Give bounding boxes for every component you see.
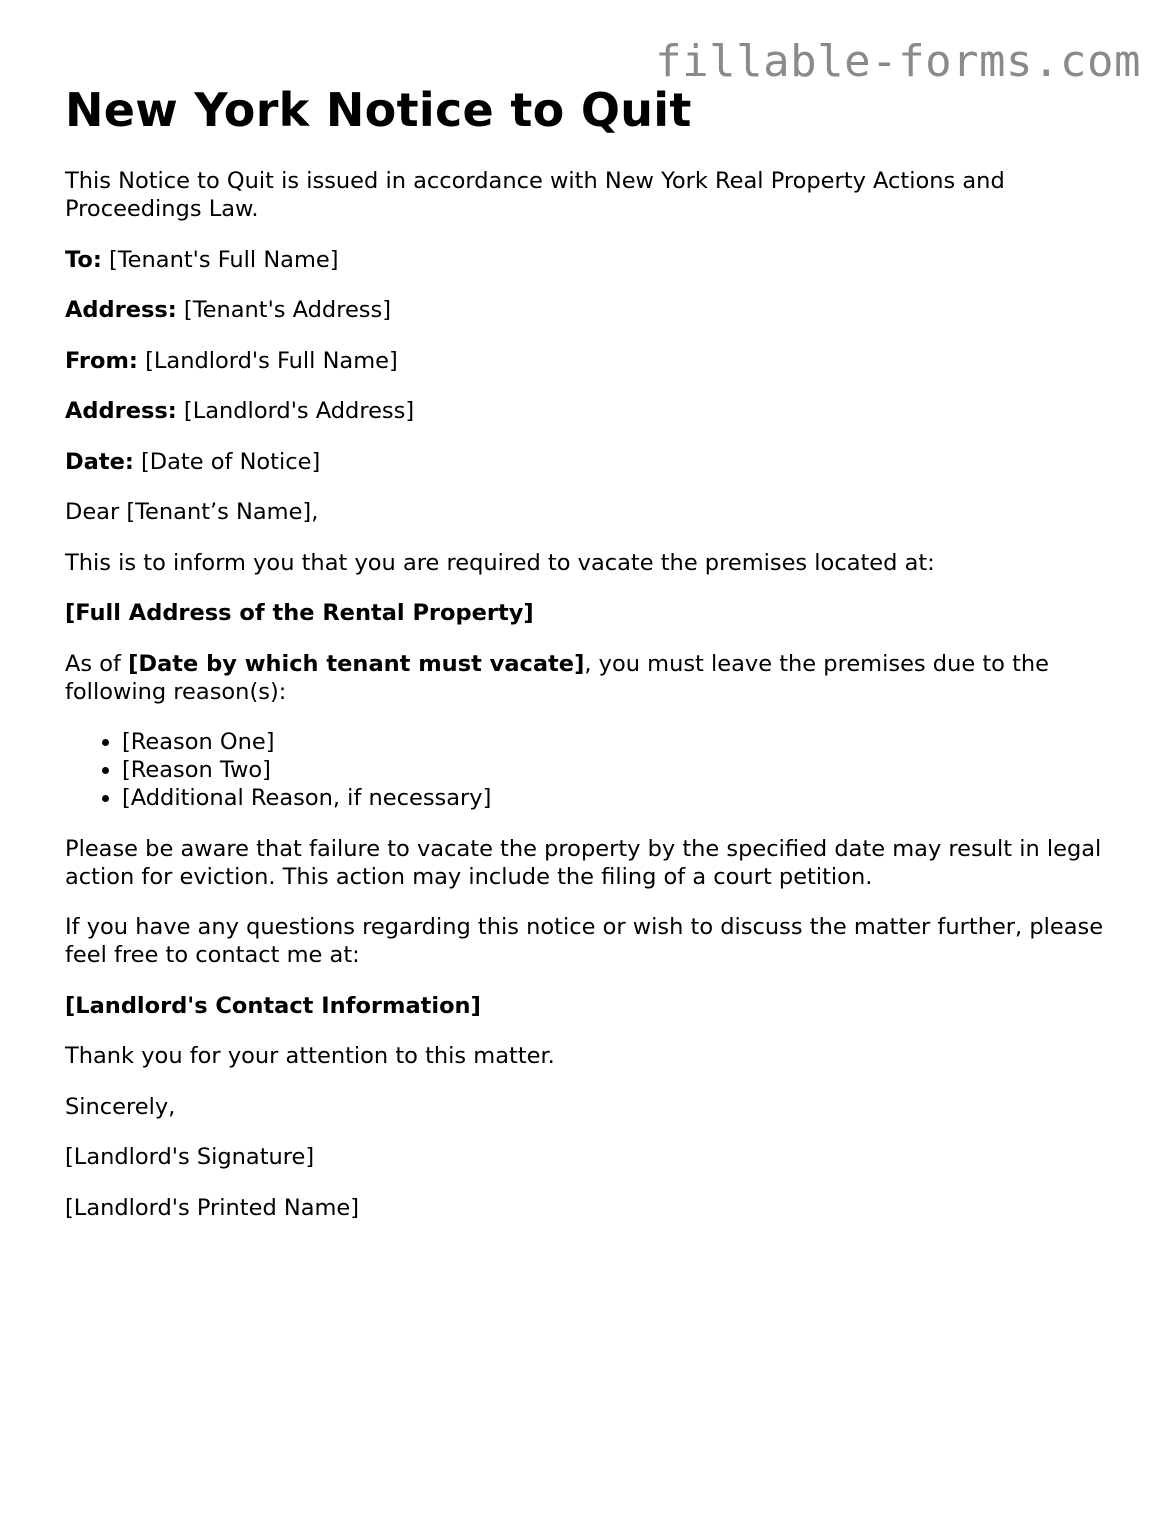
list-item: • [Additional Reason, if necessary] xyxy=(122,784,1125,812)
document-title: New York Notice to Quit xyxy=(65,83,692,137)
reasons-list xyxy=(65,728,1125,812)
list-item: • [Reason One] xyxy=(122,728,1125,756)
property-address: [Full Address of the Rental Property] xyxy=(65,600,534,626)
intro-paragraph: This Notice to Quit is issued in accordance with New York Real Property Actions and Proceedings Law. xyxy=(65,168,1005,222)
field-landlord-address xyxy=(65,397,1125,425)
printed-name-line: [Landlord's Printed Name] xyxy=(65,1194,360,1221)
field-label: Date: xyxy=(65,448,134,475)
closing-line: Sincerely, xyxy=(65,1093,176,1120)
vacate-intro: This is to inform you that you are required to vacate the premises located at: xyxy=(65,549,935,576)
field-value: [Landlord's Full Name] xyxy=(137,347,398,374)
vacate-date: [Date by which tenant must vacate] xyxy=(128,650,585,677)
field-to xyxy=(65,246,1125,274)
warning-paragraph: Please be aware that failure to vacate the property by the specified date may result in legal action for eviction. This action may include the filing of a court petition. xyxy=(65,835,1102,890)
contact-intro: If you have any questions regarding this notice or wish to discuss the matter further, please feel free to contact me at: xyxy=(65,914,1104,968)
salutation: Dear [Tenant’s Name], xyxy=(65,499,319,525)
field-label: Address: xyxy=(65,398,177,424)
contact-info: [Landlord's Contact Information] xyxy=(65,992,481,1019)
watermark-text: fillable-forms.com xyxy=(655,36,1141,87)
document-page xyxy=(65,80,1125,1244)
field-value: [Tenant's Full Name] xyxy=(101,246,339,273)
field-value: [Tenant's Address] xyxy=(176,297,392,323)
field-label: From: xyxy=(65,347,138,374)
as-of-prefix: As of xyxy=(65,650,129,677)
signature-line: [Landlord's Signature] xyxy=(65,1144,315,1170)
field-label: Address: xyxy=(65,297,177,323)
list-item: • [Reason Two] xyxy=(122,756,1125,784)
field-from xyxy=(65,347,1125,375)
field-label: To: xyxy=(65,246,102,273)
field-value: [Landlord's Address] xyxy=(176,398,415,424)
field-date xyxy=(65,448,1125,476)
vacate-date-paragraph xyxy=(65,650,1125,706)
thanks-line: Thank you for your attention to this matter. xyxy=(65,1043,555,1069)
field-value: [Date of Notice] xyxy=(133,448,321,475)
as-of-suffix: , you must leave the premises due to the following reason(s): xyxy=(65,650,1049,705)
field-tenant-address xyxy=(65,296,1125,324)
document-body xyxy=(65,167,1125,1222)
